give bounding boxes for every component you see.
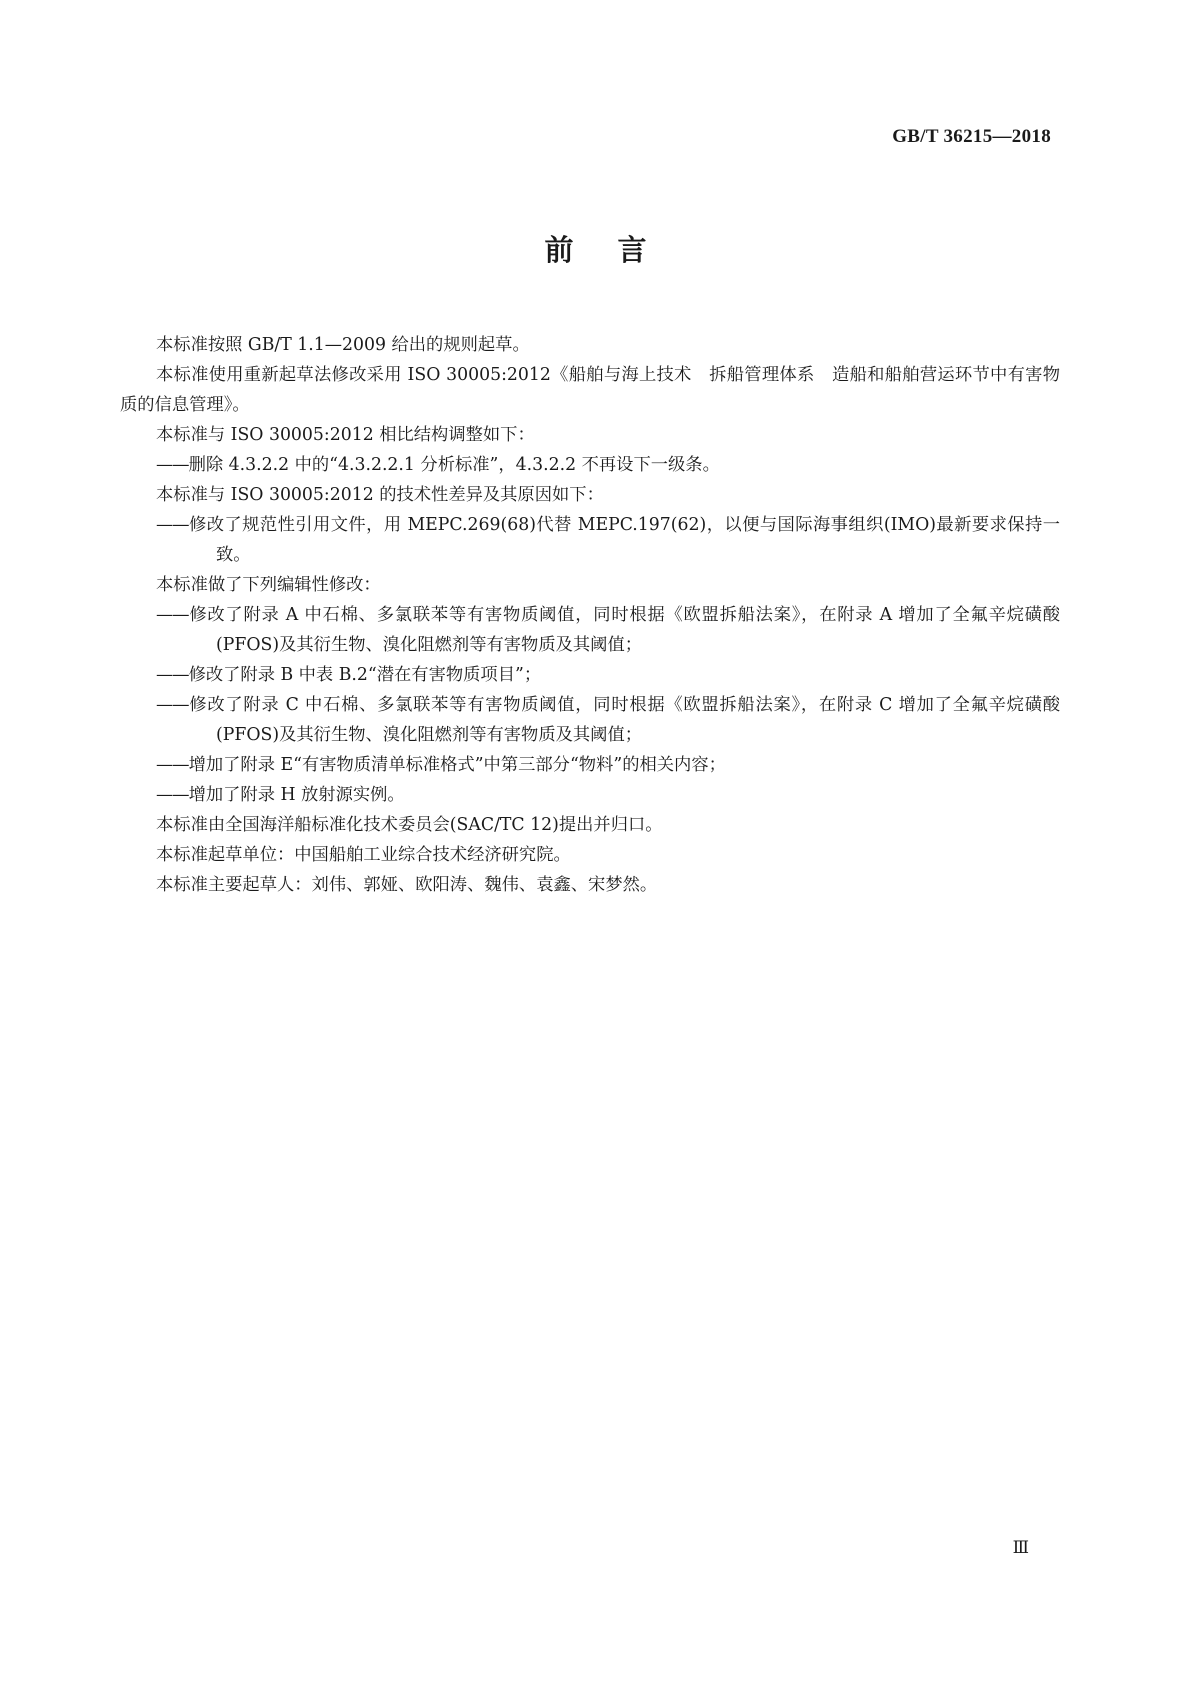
foreword-body [120, 330, 1060, 900]
list-item: ——增加了附录 H 放射源实例。 [156, 785, 405, 805]
list-item: ——修改了附录 B 中表 B.2“潜在有害物质项目”； [156, 665, 542, 685]
dash-marker: —— [156, 515, 189, 535]
dash-marker: —— [156, 665, 189, 685]
list-item: ——删除 4.3.2.2 中的“4.3.2.2.1 分析标准”，4.3.2.2 不再设下一级条。 [156, 455, 720, 475]
page-number: Ⅲ [1012, 1538, 1029, 1557]
list-item: ——修改了附录 C 中石棉、多氯联苯等有害物质阈值，同时根据《欧盟拆船法案》，在附录 C 增加了全氟辛烷磺酸(PFOS)及其衍生物、溴化阻燃剂等有害物质及其阈值； [156, 695, 1060, 745]
paragraph: 本标准与 ISO 30005:2012 相比结构调整如下： [156, 425, 535, 445]
paragraph: 本标准由全国海洋船标准化技术委员会(SAC/TC 12)提出并归口。 [156, 815, 663, 835]
dash-marker: —— [156, 605, 189, 625]
paragraph: 本标准与 ISO 30005:2012 的技术性差异及其原因如下： [156, 485, 604, 505]
dash-marker: —— [156, 755, 189, 775]
dash-marker: —— [156, 695, 189, 715]
standard-code: GB/T 36215—2018 [892, 126, 1051, 147]
paragraph: 本标准主要起草人：刘伟、郭娅、欧阳涛、魏伟、袁鑫、宋梦然。 [156, 875, 658, 895]
paragraph: 本标准做了下列编辑性修改： [156, 575, 381, 595]
paragraph: 本标准按照 GB/T 1.1—2009 给出的规则起草。 [156, 335, 530, 355]
paragraph: 本标准使用重新起草法修改采用 ISO 30005:2012《船舶与海上技术 拆船管理体系 造船和船舶营运环节中有害物质的信息管理》。 [120, 365, 1060, 415]
list-item: ——增加了附录 E“有害物质清单标准格式”中第三部分“物料”的相关内容； [156, 755, 726, 775]
paragraph: 本标准起草单位：中国船舶工业综合技术经济研究院。 [156, 845, 571, 865]
list-item: ——修改了附录 A 中石棉、多氯联苯等有害物质阈值，同时根据《欧盟拆船法案》，在附录 A 增加了全氟辛烷磺酸(PFOS)及其衍生物、溴化阻燃剂等有害物质及其阈值； [156, 605, 1060, 655]
dash-marker: —— [156, 455, 189, 475]
dash-marker: —— [156, 785, 189, 805]
page-title: 前言 [544, 233, 691, 267]
list-item: ——修改了规范性引用文件，用 MEPC.269(68)代替 MEPC.197(62)，以便与国际海事组织(IMO)最新要求保持一致。 [156, 515, 1060, 565]
